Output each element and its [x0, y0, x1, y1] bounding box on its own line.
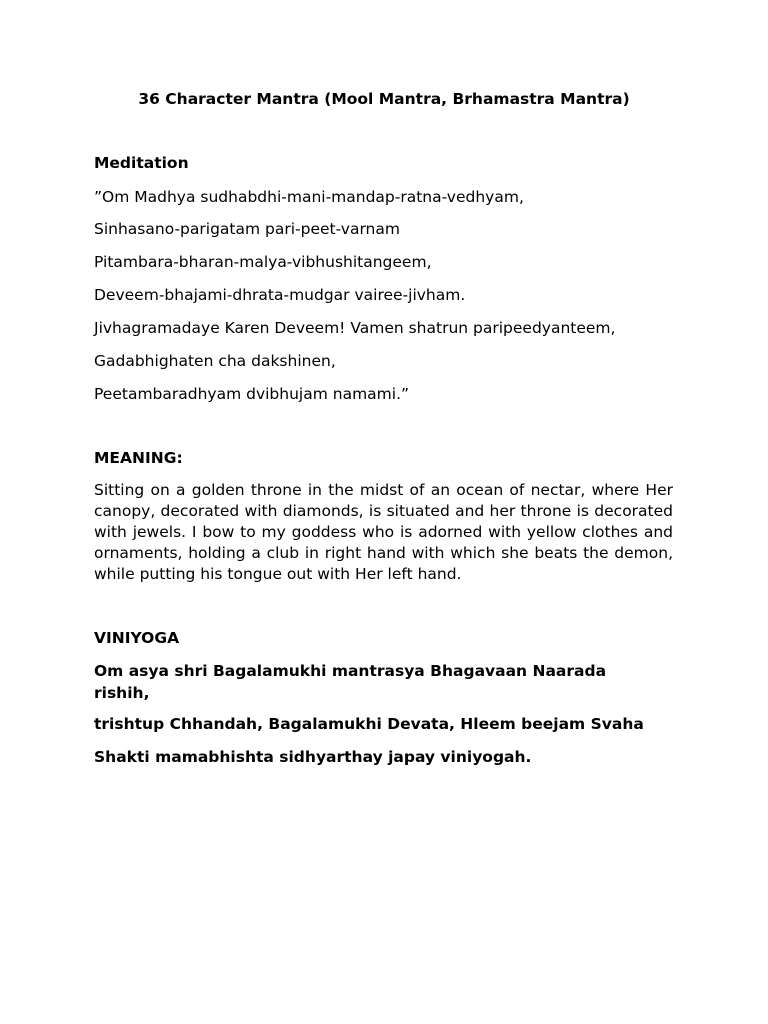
document-title: 36 Character Mantra (Mool Mantra, Brhamastra Mantra)	[138, 90, 630, 108]
meditation-line: Deveem-bhajami-dhrata-mudgar vairee-jivham.	[94, 286, 466, 304]
meditation-line: Jivhagramadaye Karen Deveem! Vamen shatrun paripeedyanteem,	[94, 319, 616, 337]
meaning-heading: MEANING:	[94, 449, 183, 467]
viniyoga-line: Om asya shri Bagalamukhi mantrasya Bhagavaan Naarada rishih,	[94, 662, 607, 702]
viniyoga-heading: VINIYOGA	[94, 629, 180, 647]
viniyoga-line: trishtup Chhandah, Bagalamukhi Devata, Hleem beejam Svaha	[94, 715, 644, 733]
meditation-line: Pitambara-bharan-malya-vibhushitangeem,	[94, 253, 432, 271]
meditation-heading: Meditation	[94, 154, 189, 172]
viniyoga-line: Shakti mamabhishta sidhyarthay japay viniyogah.	[94, 748, 532, 766]
meditation-line: Gadabhighaten cha dakshinen,	[94, 352, 336, 370]
meditation-line: Peetambaradhyam dvibhujam namami.”	[94, 385, 410, 403]
meditation-line: Sinhasano-parigatam pari-peet-varnam	[94, 220, 400, 238]
meditation-line: ”Om Madhya sudhabdhi-mani-mandap-ratna-vedhyam,	[94, 188, 524, 206]
meaning-paragraph: Sitting on a golden throne in the midst of an ocean of nectar, where Her canopy, decorated with diamonds, is situated and her throne is decorated with jewels. I bow to my goddess who is adorned with yellow clothes and ornaments, holding a club in right hand with which she beats the demon, while putting his tongue out with Her left hand.	[94, 481, 673, 583]
